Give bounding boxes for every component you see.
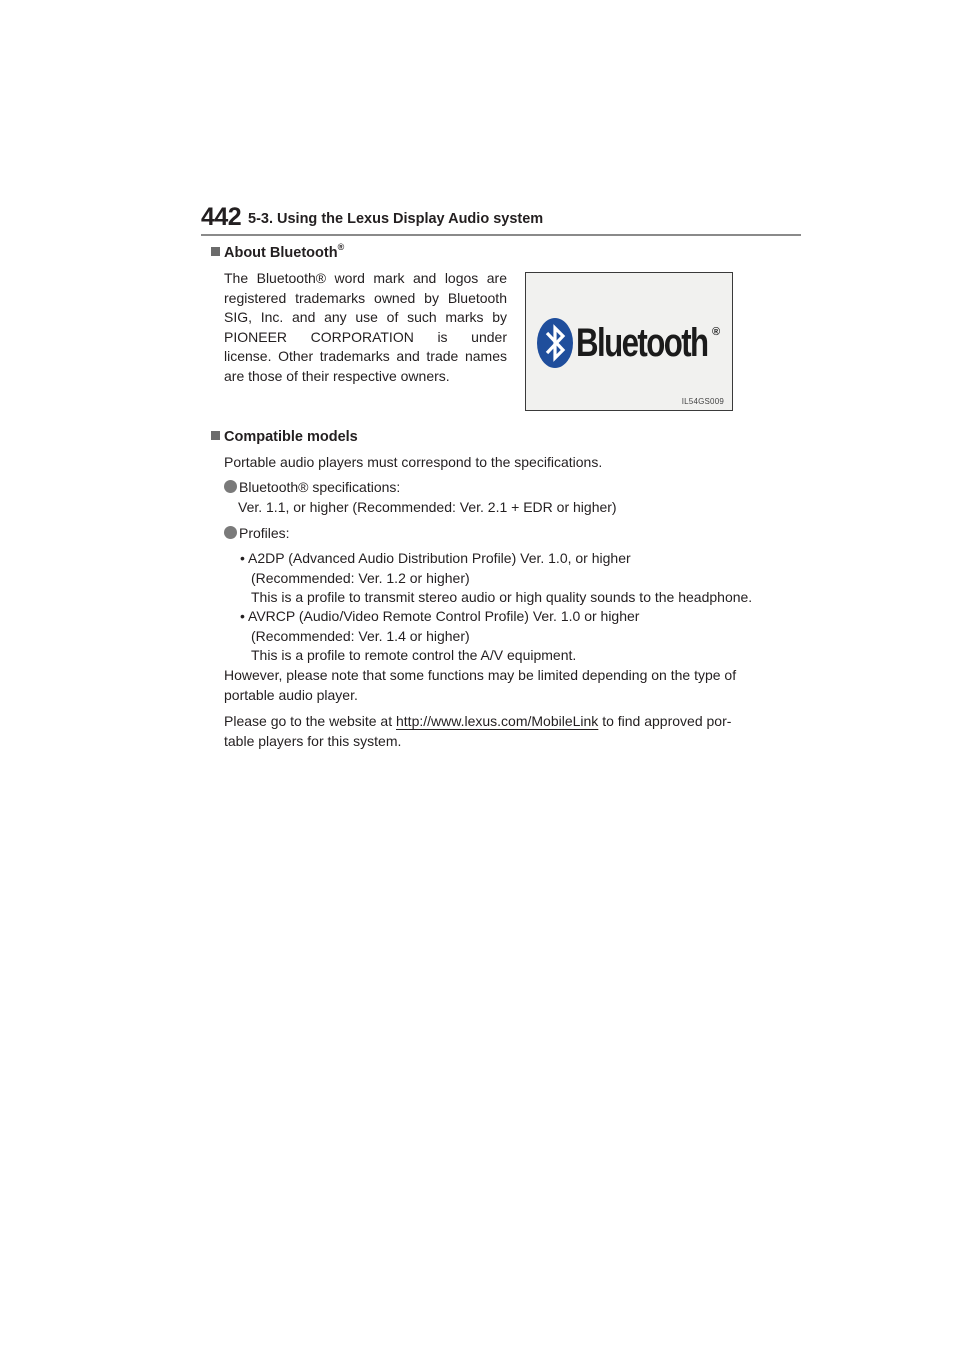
trademark-line: The Bluetooth® word mark and logos are xyxy=(224,270,507,286)
trademark-line: SIG, Inc. and any use of such marks by xyxy=(224,309,507,325)
spec-label: Bluetooth® specifications: xyxy=(239,479,401,495)
square-bullet-icon xyxy=(211,247,220,256)
compatible-intro: Portable audio players must correspond to the specifications. xyxy=(224,454,603,470)
section-title: 5-3. Using the Lexus Display Audio system xyxy=(248,211,544,227)
registered-mark: ® xyxy=(712,326,721,338)
figure-code: IL54GS009 xyxy=(681,397,724,406)
bluetooth-rune-icon xyxy=(536,317,574,369)
limitation-note: However, please note that some functions may be limited depending on the type of portable audio player. xyxy=(224,667,737,703)
trademark-paragraph xyxy=(224,269,507,386)
profiles-item xyxy=(224,524,290,544)
bluetooth-logo-figure xyxy=(525,272,733,411)
bluetooth-wordmark: Bluetooth xyxy=(576,321,708,365)
about-bluetooth-heading: About Bluetooth® xyxy=(211,244,344,262)
mobilelink-url-link[interactable]: http://www.lexus.com/MobileLink xyxy=(396,713,599,729)
header-divider xyxy=(201,234,801,236)
profiles-label: Profiles: xyxy=(239,525,290,541)
trademark-line: PIONEER CORPORATION is under xyxy=(224,328,507,345)
profile-avrcp: • AVRCP (Audio/Video Remote Control Profile) Ver. 1.0 or higher (Recommended: Ver. 1.4 or higher) This is a profile to remote control the A/V equipment. xyxy=(240,608,640,663)
spec-item xyxy=(224,478,400,498)
spec-value: Ver. 1.1, or higher (Recommended: Ver. 2.1 + EDR or higher) xyxy=(238,499,617,515)
round-bullet-icon xyxy=(224,526,237,539)
trademark-line: registered trademarks owned by Bluetooth xyxy=(224,289,507,306)
square-bullet-icon xyxy=(211,431,220,440)
website-note: Please go to the website at http://www.lexus.com/MobileLink to find approved por- table players for this system. xyxy=(224,713,732,749)
trademark-line: are those of their respective owners. xyxy=(224,367,450,384)
compatible-models-heading: Compatible models xyxy=(211,428,358,446)
trademark-line: license. Other trademarks and trade names xyxy=(224,348,507,364)
page-number: 442 xyxy=(201,203,242,231)
page-header xyxy=(0,203,960,237)
profile-a2dp: • A2DP (Advanced Audio Distribution Profile) Ver. 1.0, or higher (Recommended: Ver. 1.2 or higher) This is a profile to transmit stereo audio or high quality sounds to the headphone. xyxy=(240,550,753,605)
round-bullet-icon xyxy=(224,480,237,493)
